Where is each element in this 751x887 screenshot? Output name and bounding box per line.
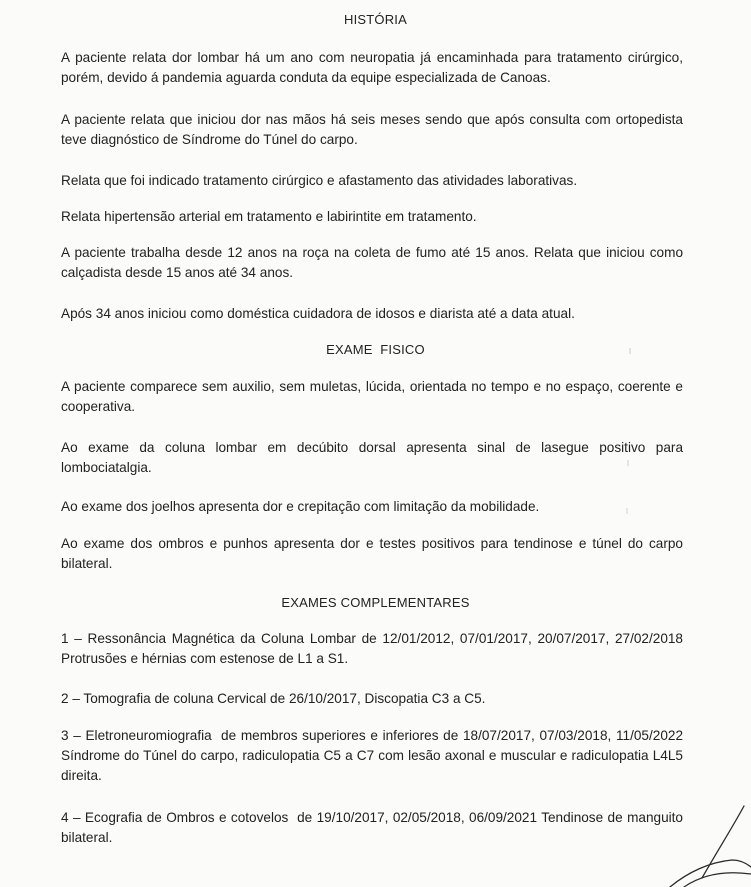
paragraph: A paciente trabalha desde 12 anos na roça na coleta de fumo até 15 anos. Relata que iniciou como calçadista desde 15 anos até 34 anos. xyxy=(61,245,683,280)
paragraph: Relata hipertensão arterial em tratamento e labirintite em tratamento. xyxy=(61,209,477,224)
list-item: 2 – Tomografia de coluna Cervical de 26/10/2017, Discopatia C3 a C5. xyxy=(61,691,486,706)
paragraph: Relata que foi indicado tratamento cirúrgico e afastamento das atividades laborativas. xyxy=(61,173,578,188)
list-item: 4 – Ecografia de Ombros e cotovelos de 19/10/2017, 02/05/2018, 06/09/2021 Tendinose de manguito bilateral. xyxy=(61,810,687,845)
section-heading-exames-complementares: EXAMES COMPLEMENTARES xyxy=(281,595,470,610)
paragraph: A paciente comparece sem auxilio, sem muletas, lúcida, orientada no tempo e no espaço, coerente e cooperativa. xyxy=(61,379,683,414)
paragraph: Ao exame da coluna lombar em decúbito dorsal apresenta sinal de lasegue positivo para lombociatalgia. xyxy=(61,440,683,475)
paragraph: A paciente relata que iniciou dor nas mãos há seis meses sendo que após consulta com ortopedista teve diagnóstico de Síndrome do Túnel do carpo. xyxy=(61,112,683,147)
section-heading-exame-fisico: EXAME FISICO xyxy=(326,342,425,357)
paragraph: Após 34 anos iniciou como doméstica cuidadora de idosos e diarista até a data atual. xyxy=(61,306,575,321)
list-item: 1 – Ressonância Magnética da Coluna Lombar de 12/01/2012, 07/01/2017, 20/07/2017, 27/02/2018 Protrusões e hérnias com estenose de L1 a S1. xyxy=(61,631,683,666)
list-item: 3 – Eletroneuromiografia de membros superiores e inferiores de 18/07/2017, 07/03/2018, 11/05/2022 Síndrome do Túnel do carpo, radiculopatia C5 a C7 com lesão axonal e muscular e radiculopatia L4L5 direita. xyxy=(61,728,687,783)
scan-speck-marks xyxy=(620,340,640,520)
paragraph: Ao exame dos joelhos apresenta dor e crepitação com limitação da mobilidade. xyxy=(61,499,540,514)
paragraph: Ao exame dos ombros e punhos apresenta dor e testes positivos para tendinose e túnel do carpo bilateral. xyxy=(61,536,683,571)
section-heading-historia: HISTÓRIA xyxy=(344,12,407,27)
paragraph: A paciente relata dor lombar há um ano com neuropatia já encaminhada para tratamento cirúrgico, porém, devido á pandemia aguarda conduta da equipe especializada de Canoas. xyxy=(61,50,683,85)
